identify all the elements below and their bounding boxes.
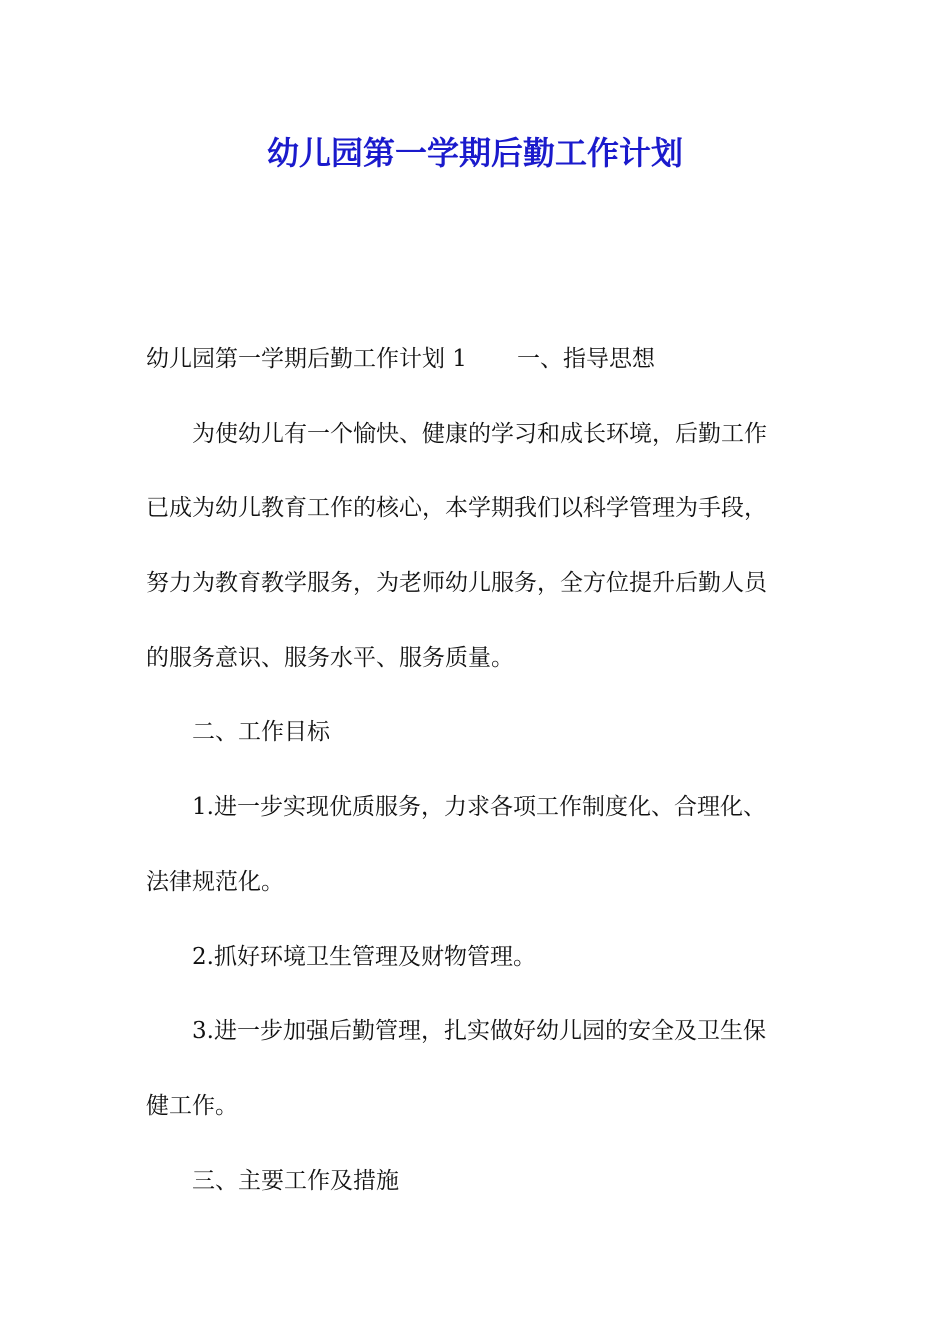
document-body bbox=[146, 336, 808, 1232]
section-heading-guiding-thought: 一、指导思想 bbox=[516, 346, 655, 372]
list-item-3: 3.进一步加强后勤管理，扎实做好幼儿园的安全及卫生保 bbox=[192, 1018, 766, 1045]
heading-line bbox=[146, 336, 808, 411]
paragraph-line: 的服务意识、服务水平、服务质量。 bbox=[146, 644, 514, 671]
plan-title-inline: 幼儿园第一学期后勤工作计划 1 bbox=[146, 346, 467, 372]
paragraph-line: 努力为教育教学服务，为老师幼儿服务，全方位提升后勤人员 bbox=[146, 570, 767, 597]
section-heading-main-work: 三、主要工作及措施 bbox=[192, 1167, 399, 1194]
document-title: 幼儿园第一学期后勤工作计划 bbox=[266, 134, 683, 172]
section-heading-goals: 二、工作目标 bbox=[192, 719, 330, 746]
paragraph-line: 为使幼儿有一个愉快、健康的学习和成长环境，后勤工作 bbox=[192, 420, 767, 447]
list-item-2: 2.抓好环境卫生管理及财物管理。 bbox=[192, 943, 536, 970]
list-item-1-cont: 法律规范化。 bbox=[146, 868, 284, 895]
list-item-1: 1.进一步实现优质服务，力求各项工作制度化、合理化、 bbox=[192, 794, 766, 821]
list-item-3-cont: 健工作。 bbox=[146, 1092, 238, 1119]
paragraph-line: 已成为幼儿教育工作的核心，本学期我们以科学管理为手段， bbox=[146, 495, 767, 522]
